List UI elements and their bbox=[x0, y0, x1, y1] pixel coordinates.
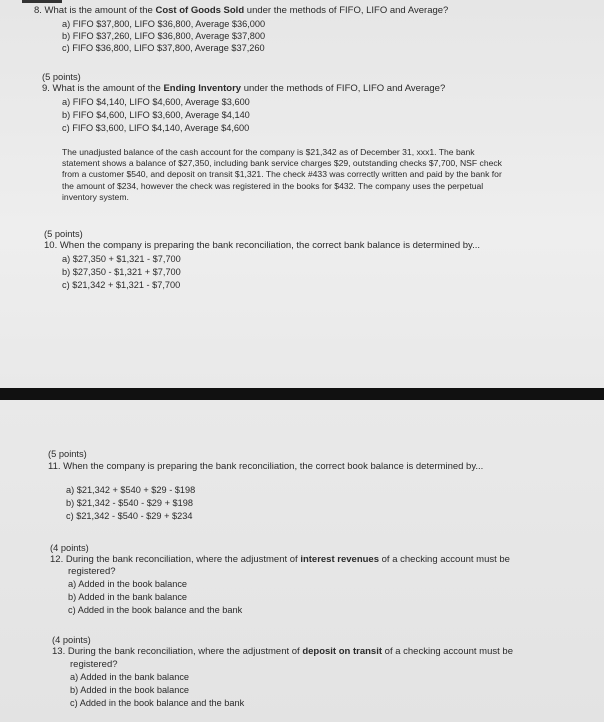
question-13 bbox=[52, 646, 513, 658]
question-13-bold: deposit on transit bbox=[302, 646, 383, 657]
question-9-bold: Ending Inventory bbox=[163, 83, 242, 94]
question-8-bold: Cost of Goods Sold bbox=[155, 5, 245, 16]
question-12-line2: registered? bbox=[68, 566, 116, 577]
q13-option-a[interactable]: a) Added in the bank balance bbox=[70, 672, 190, 682]
scenario-line: from a customer $540, and deposit on transit $1,321. The check #433 was correctly written and paid by the bank for bbox=[62, 169, 502, 180]
scenario-line: statement shows a balance of $27,350, including bank service charges $29, outstanding checks $7,700, NSF check bbox=[62, 158, 502, 169]
question-12 bbox=[50, 554, 510, 566]
q10-option-a[interactable]: a) $27,350 + $1,321 - $7,700 bbox=[62, 254, 181, 264]
q9-option-a[interactable]: a) FIFO $4,140, LIFO $4,600, Average $3,600 bbox=[62, 97, 250, 107]
q11-option-b[interactable]: b) $21,342 - $540 - $29 + $198 bbox=[66, 498, 193, 508]
question-13-suffix: of a checking account must be bbox=[382, 646, 513, 657]
question-12-bold: interest revenues bbox=[300, 554, 379, 565]
question-9-suffix: under the methods of FIFO, LIFO and Average? bbox=[241, 83, 446, 94]
q10-option-c[interactable]: c) $21,342 + $1,321 - $7,700 bbox=[62, 280, 181, 290]
q13-option-c[interactable]: c) Added in the book balance and the bank bbox=[70, 698, 245, 708]
q11-option-c[interactable]: c) $21,342 - $540 - $29 + $234 bbox=[66, 511, 193, 521]
question-13-prefix: 13. During the bank reconciliation, where the adjustment of bbox=[52, 646, 303, 657]
q8-option-b[interactable]: b) FIFO $37,260, LIFO $36,800, Average $37,800 bbox=[62, 31, 266, 41]
q11-points: (5 points) bbox=[48, 449, 87, 459]
q9-option-b[interactable]: b) FIFO $4,600, LIFO $3,600, Average $4,140 bbox=[62, 110, 250, 120]
q12-points: (4 points) bbox=[50, 543, 89, 553]
scenario-line: the amount of $234, however the check was registered in the books for $432. The company uses the perpetual bbox=[62, 180, 484, 191]
question-13-line2: registered? bbox=[70, 659, 118, 670]
question-11: 11. When the company is preparing the bank reconciliation, the correct book balance is determined by... bbox=[48, 461, 484, 472]
lower-page bbox=[0, 400, 604, 722]
scenario-line: The unadjusted balance of the cash account for the company is $21,342 as of December 31, xxx1. The bank bbox=[62, 147, 475, 157]
scenario-line: inventory system. bbox=[62, 191, 129, 202]
question-9 bbox=[42, 83, 445, 95]
question-8-prefix: 8. What is the amount of the bbox=[34, 5, 156, 16]
bank-scenario-paragraph bbox=[62, 147, 572, 203]
q12-option-a[interactable]: a) Added in the book balance bbox=[68, 579, 188, 589]
q10-points: (5 points) bbox=[44, 229, 83, 239]
q13-option-b[interactable]: b) Added in the book balance bbox=[70, 685, 190, 695]
page-divider bbox=[0, 388, 604, 400]
question-9-prefix: 9. What is the amount of the bbox=[42, 83, 164, 94]
question-12-prefix: 12. During the bank reconciliation, where the adjustment of bbox=[50, 554, 301, 565]
q12-option-c[interactable]: c) Added in the book balance and the bank bbox=[68, 605, 243, 615]
q11-option-a[interactable]: a) $21,342 + $540 + $29 - $198 bbox=[66, 485, 196, 495]
question-8 bbox=[34, 5, 448, 17]
question-8-suffix: under the methods of FIFO, LIFO and Average? bbox=[244, 5, 449, 16]
q13-points: (4 points) bbox=[52, 635, 91, 645]
q10-option-b[interactable]: b) $27,350 - $1,321 + $7,700 bbox=[62, 267, 181, 277]
q8-option-c[interactable]: c) FIFO $36,800, LIFO $37,800, Average $37,260 bbox=[62, 43, 265, 53]
q8-option-a[interactable]: a) FIFO $37,800, LIFO $36,800, Average $36,000 bbox=[62, 19, 266, 29]
question-10: 10. When the company is preparing the bank reconciliation, the correct bank balance is determined by... bbox=[44, 240, 481, 251]
question-12-suffix: of a checking account must be bbox=[379, 554, 510, 565]
q9-points: (5 points) bbox=[42, 72, 81, 82]
cropped-top-edge bbox=[22, 0, 62, 3]
q12-option-b[interactable]: b) Added in the bank balance bbox=[68, 592, 188, 602]
q9-option-c[interactable]: c) FIFO $3,600, LIFO $4,140, Average $4,600 bbox=[62, 123, 250, 133]
